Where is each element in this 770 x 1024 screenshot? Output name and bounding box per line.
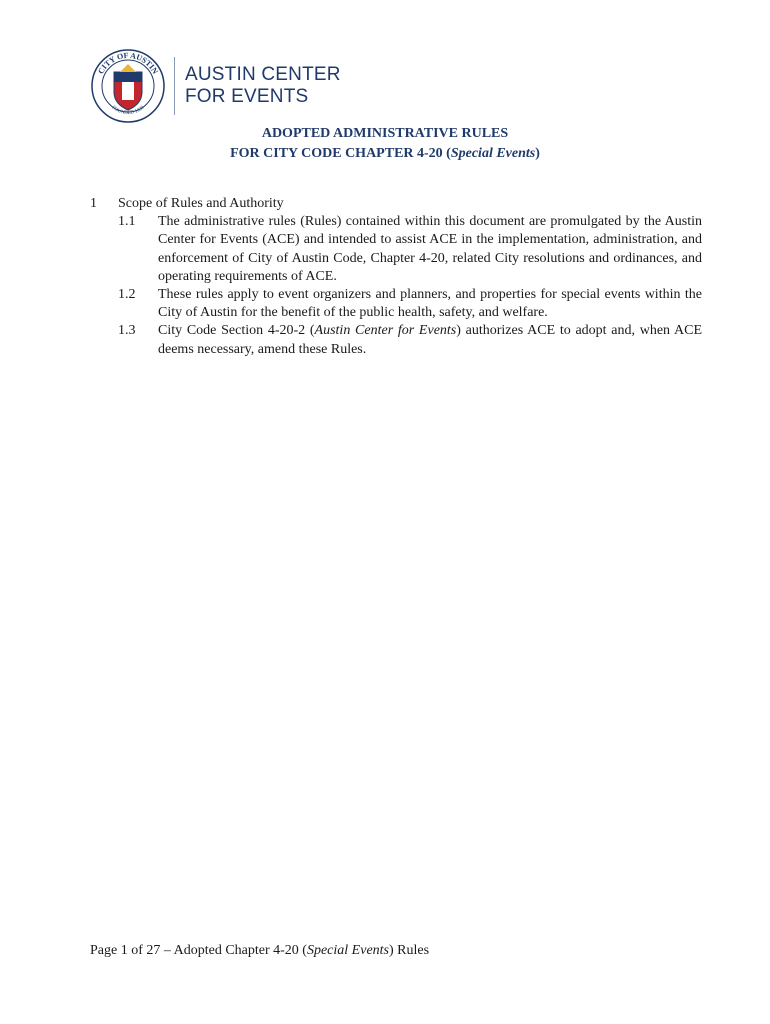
item-text: These rules apply to event organizers and planners, and properties for special events within the City of Austin for the benefit of the public health, safety, and welfare. <box>158 287 702 321</box>
item-text <box>158 322 702 358</box>
title-line2-prefix: FOR CITY CODE CHAPTER 4-20 ( <box>230 146 451 161</box>
section-heading-text: Scope of Rules and Authority <box>118 196 284 211</box>
footer-italic: Special Events <box>306 943 389 958</box>
item-number: 1.3 <box>118 323 136 339</box>
section-1 <box>90 195 702 359</box>
footer-prefix: Page 1 of 27 – Adopted Chapter 4-20 ( <box>90 943 307 958</box>
title-line2 <box>0 144 770 164</box>
org-name <box>185 64 341 108</box>
section-heading <box>90 195 702 213</box>
list-item <box>118 322 702 358</box>
city-seal-icon <box>90 48 166 124</box>
list-item <box>118 286 702 322</box>
logo-divider <box>174 57 175 115</box>
title-line2-suffix: ) <box>535 146 540 161</box>
org-name-line1: AUSTIN CENTER <box>185 64 341 85</box>
page-footer <box>90 943 429 959</box>
svg-text:FOUNDED 1839: FOUNDED 1839 <box>110 105 146 117</box>
document-title <box>0 124 770 164</box>
section-number: 1 <box>90 196 97 211</box>
item-number: 1.2 <box>118 287 136 303</box>
item-text-suffix: ) authorizes ACE to adopt and, when ACE deems necessary, amend these Rules. <box>158 323 703 357</box>
item-text-italic: Austin Center for Events <box>314 323 457 339</box>
logo <box>90 48 341 124</box>
list-item <box>118 213 702 286</box>
title-line2-italic: Special Events <box>450 146 536 161</box>
item-text: The administrative rules (Rules) contained within this document are promulgated by the Austin Center for Events (ACE) and intended to assist ACE in the implementation, administration, and enforcement of City of Austin Code, Chapter 4-20, related City resolutions and ordinances, and operating requirements of ACE. <box>158 214 702 284</box>
footer-suffix: ) Rules <box>389 943 430 958</box>
org-name-line2: FOR EVENTS <box>185 86 309 107</box>
item-text-prefix: City Code Section 4-20-2 ( <box>158 323 315 339</box>
item-number: 1.1 <box>118 214 136 230</box>
title-line1: ADOPTED ADMINISTRATIVE RULES <box>261 126 509 141</box>
svg-text:CITY OF AUSTIN: CITY OF AUSTIN <box>96 50 160 76</box>
